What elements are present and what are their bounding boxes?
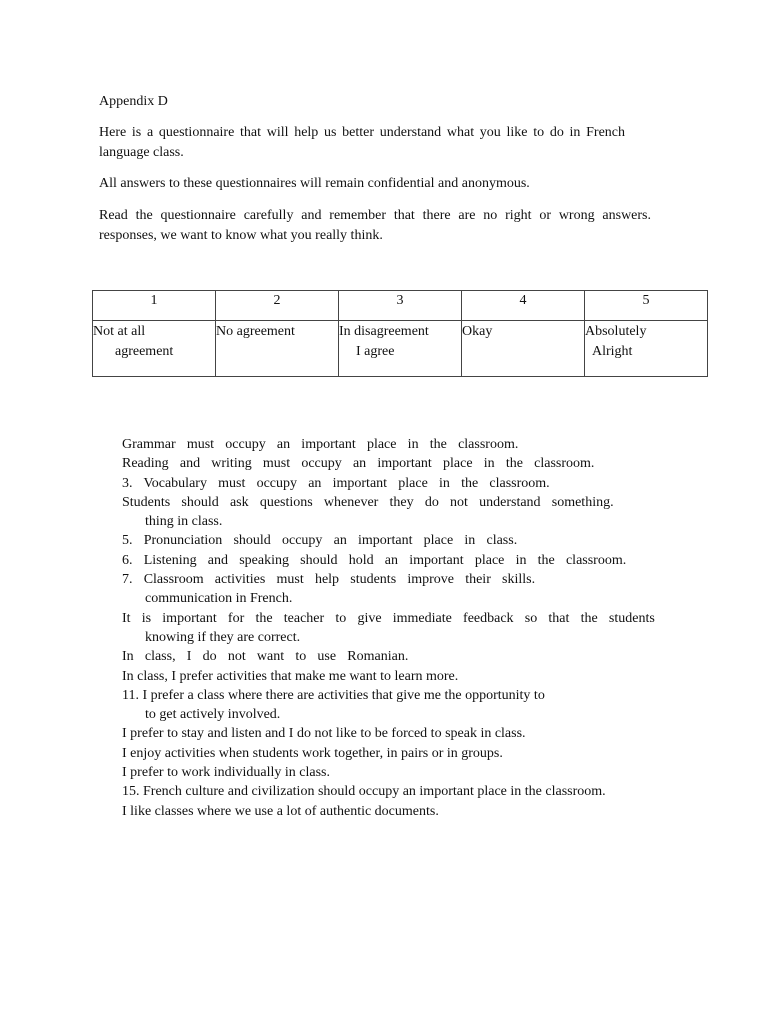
questionnaire-item [122,686,667,725]
item-text: 7. Classroom activities must help students improve their skills. [122,572,536,588]
scale-label: Alright [592,344,633,359]
scale-label-cell [93,321,216,377]
scale-labels-row [93,321,708,377]
scale-label: Not at all [93,324,146,339]
scale-label-cell [216,321,339,377]
item-text: Students should ask questions whenever they do not understand something. [122,494,614,510]
scale-numbers-row [93,291,708,321]
questionnaire-item: I enjoy activities when students work together, in pairs or in groups. [122,745,503,761]
scale-number: 2 [216,291,339,321]
scale-label: Okay [462,324,493,339]
scale-number: 5 [585,291,708,321]
questionnaire-item: I prefer to stay and listen and I do not like to be forced to speak in class. [122,726,526,742]
scale-label: Absolutely [585,324,647,339]
scale-number: 1 [93,291,216,321]
questionnaire-item: 15. French culture and civilization should occupy an important place in the classroom. [122,784,606,800]
scale-label: In disagreement [339,324,429,339]
questionnaire-item: I like classes where we use a lot of authentic documents. [122,803,439,819]
questionnaire-item: 6. Listening and speaking should hold an important place in the classroom. [122,552,627,568]
intro-paragraph: Here is a questionnaire that will help us better understand what you like to do in French language class. [99,125,625,160]
questionnaire-item: In class, I do not want to use Romanian. [122,649,409,665]
item-continuation: thing in class. [145,514,223,530]
instructions-line-2: responses, we want to know what you really think. [99,228,383,243]
questionnaire-item: I prefer to work individually in class. [122,765,331,781]
item-continuation: knowing if they are correct. [145,629,301,645]
questionnaire-items [122,435,667,821]
questionnaire-item: 3. Vocabulary must occupy an important place in the classroom. [122,475,550,491]
scale-label-cell [585,321,708,377]
appendix-heading: Appendix D [99,94,168,109]
instructions-line-1: Read the questionnaire carefully and remember that there are no right or wrong answers. [99,208,651,223]
questionnaire-item [122,570,667,609]
scale-label: agreement [115,344,174,359]
instructions-paragraph [99,206,651,246]
questionnaire-item: 5. Pronunciation should occupy an important place in class. [122,533,518,549]
confidentiality-note: All answers to these questionnaires will remain confidential and anonymous. [99,176,530,191]
rating-scale-table [92,290,708,377]
scale-label: I agree [356,344,395,359]
item-text: It is important for the teacher to give immediate feedback so that the students [122,610,655,626]
scale-number: 4 [462,291,585,321]
questionnaire-item: Reading and writing must occupy an important place in the classroom. [122,456,595,472]
item-continuation: to get actively involved. [145,707,281,723]
item-continuation: communication in French. [145,591,293,607]
questionnaire-item: Grammar must occupy an important place in the classroom. [122,437,519,452]
questionnaire-item: In class, I prefer activities that make me want to learn more. [122,668,459,684]
questionnaire-item [122,493,667,532]
item-text: 11. I prefer a class where there are activities that give me the opportunity to [122,687,545,703]
scale-label: No agreement [216,324,295,339]
scale-number: 3 [339,291,462,321]
scale-label-cell [339,321,462,377]
questionnaire-item [122,609,667,648]
scale-label-cell [462,321,585,377]
